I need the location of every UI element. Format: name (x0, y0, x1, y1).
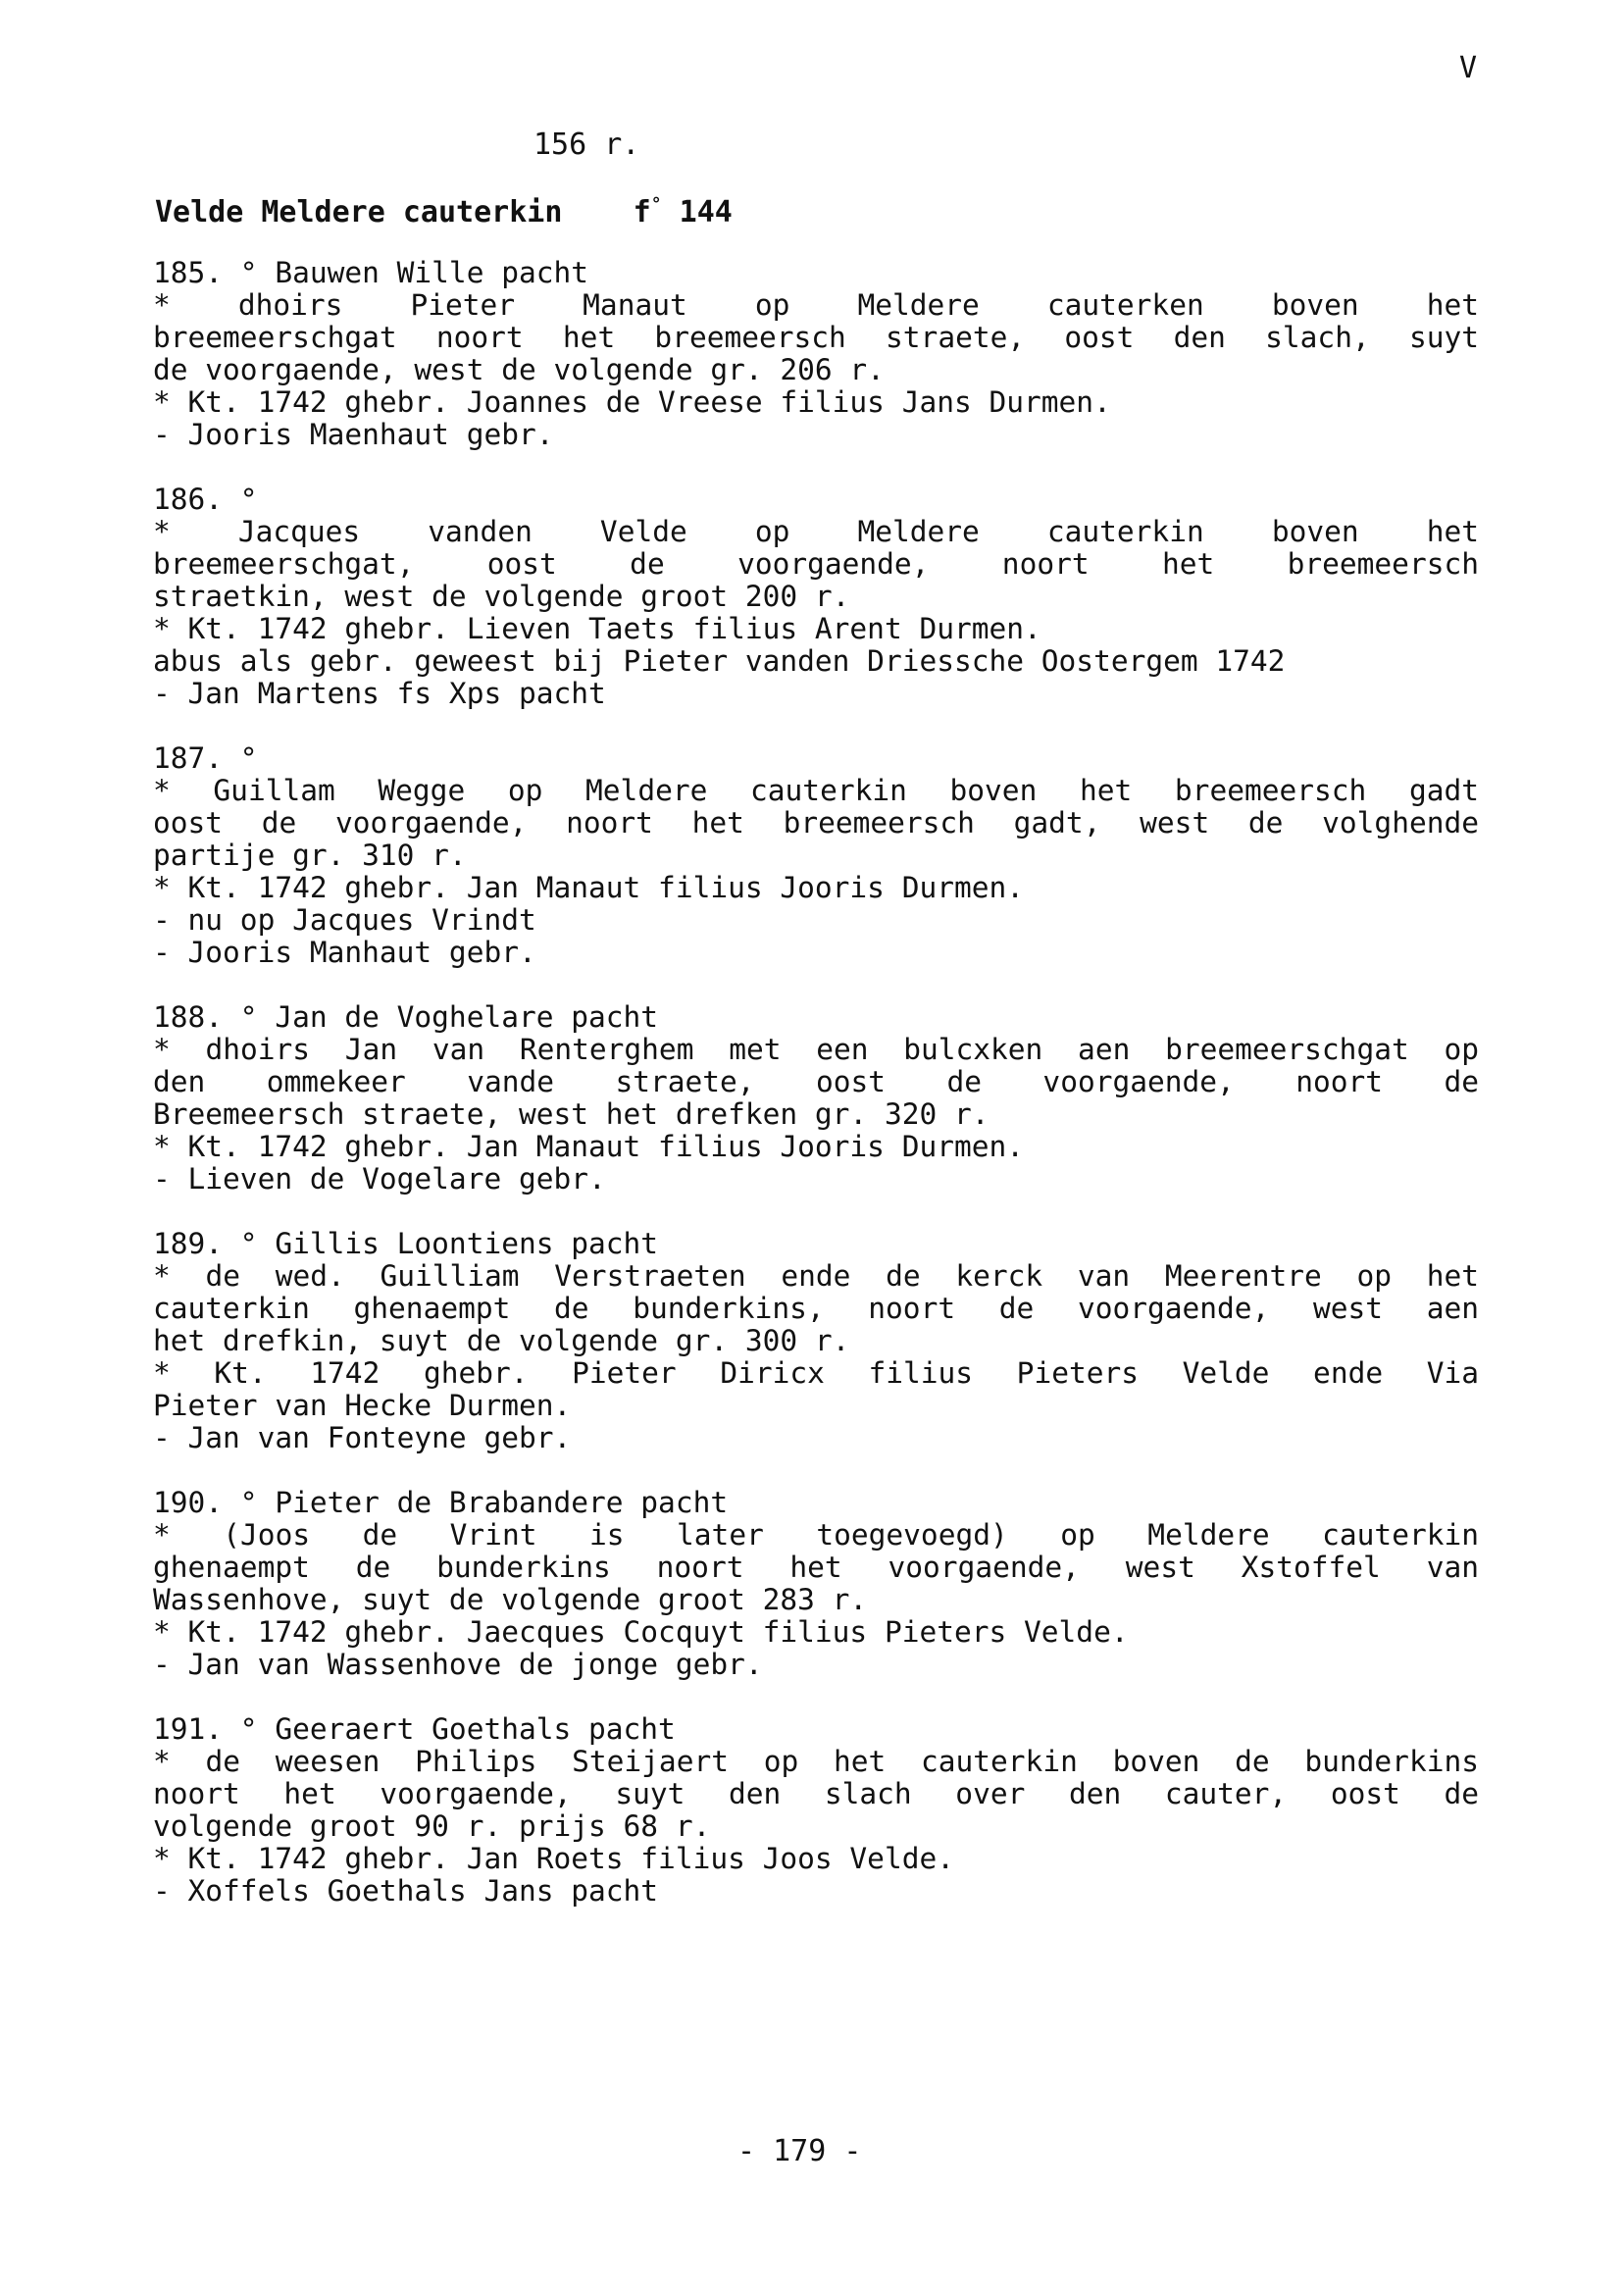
entry-line: 188. ° Jan de Voghelare pacht (153, 1000, 659, 1034)
entry-line: * Kt. 1742 ghebr. Jaecques Cocquyt filius Pieters Velde. (153, 1615, 1129, 1649)
entry-line: 190. ° Pieter de Brabandere pacht (153, 1486, 729, 1519)
entry-line: noort het voorgaende, suyt den slach over den cauter, oost de (153, 1777, 1479, 1810)
entry-line: - nu op Jacques Vrindt (153, 903, 536, 937)
entry-line: * Jacques vanden Velde op Meldere cauterkin boven het (153, 515, 1479, 548)
entry-line: 186. ° (153, 483, 258, 516)
section-heading (155, 194, 733, 229)
page-number: - 179 - (737, 2134, 862, 2168)
heading-folio: 144 (661, 195, 733, 229)
entry-line: * (Joos de Vrint is later toegevoegd) op Meldere cauterkin (153, 1518, 1479, 1552)
entry-line: * Kt. 1742 ghebr. Pieter Diricx filius Pieters Velde ende Via (153, 1356, 1479, 1390)
entry-line: 189. ° Gillis Loontiens pacht (153, 1227, 659, 1260)
entry-line: - Xoffels Goethals Jans pacht (153, 1874, 659, 1908)
entry-line: * de wed. Guilliam Verstraeten ende de kerck van Meerentre op het (153, 1259, 1479, 1293)
entry-line: oost de voorgaende, noort het breemeersch gadt, west de volghende (153, 806, 1479, 840)
entry-line: breemeerschgat, oost de voorgaende, noort het breemeersch (153, 547, 1479, 581)
entry-line: partije gr. 310 r. (153, 839, 467, 872)
entry-line: de voorgaende, west de volgende gr. 206 r. (153, 353, 885, 386)
entry-line: Pieter van Hecke Durmen. (153, 1389, 572, 1422)
entry-line: * de weesen Philips Steijaert op het cauterkin boven de bunderkins (153, 1745, 1479, 1778)
entry (153, 257, 1479, 451)
entry-line: * Kt. 1742 ghebr. Joannes de Vreese filius Jans Durmen. (153, 385, 1111, 419)
entry (153, 1001, 1479, 1196)
entry-line: - Jooris Maenhaut gebr. (153, 418, 554, 451)
entry-line: - Jan Martens fs Xps pacht (153, 677, 606, 710)
entry-line: breemeerschgat noort het breemeersch straete, oost den slach, suyt (153, 321, 1479, 354)
entry-line: volgende groot 90 r. prijs 68 r. (153, 1809, 711, 1843)
entry-line: * Kt. 1742 ghebr. Jan Manaut filius Jooris Durmen. (153, 1130, 1025, 1163)
corner-mark: V (1459, 51, 1478, 85)
entry-line: - Jan van Fonteyne gebr. (153, 1421, 572, 1454)
heading-text: Velde Meldere cauterkin f (155, 195, 651, 229)
entry-line: * Kt. 1742 ghebr. Lieven Taets filius Arent Durmen. (153, 612, 1041, 645)
entry-line: ghenaempt de bunderkins noort het voorgaende, west Xstoffel van (153, 1551, 1479, 1584)
entry-line: 191. ° Geeraert Goethals pacht (153, 1712, 676, 1746)
entry-line: abus als gebr. geweest bij Pieter vanden Driessche Oostergem 1742 (153, 644, 1286, 678)
entry-line: straetkin, west de volgende groot 200 r. (153, 580, 850, 613)
entry-line: Breemeersch straete, west het drefken gr. 320 r. (153, 1097, 990, 1131)
entry (153, 484, 1479, 710)
entry-line: * Kt. 1742 ghebr. Jan Roets filius Joos Velde. (153, 1842, 954, 1875)
entry-line: 185. ° Bauwen Wille pacht (153, 256, 589, 289)
entry (153, 1487, 1479, 1681)
entry (153, 1713, 1479, 1908)
entry-line: - Lieven de Vogelare gebr. (153, 1162, 606, 1196)
entry-line: cauterkin ghenaempt de bunderkins, noort de voorgaende, west aen (153, 1292, 1479, 1325)
entries-list (153, 257, 1479, 1940)
entry-line: het drefkin, suyt de volgende gr. 300 r. (153, 1324, 850, 1357)
entry-line: * Guillam Wegge op Meldere cauterkin boven het breemeersch gadt (153, 774, 1479, 807)
entry-line: den ommekeer vande straete, oost de voorgaende, noort de (153, 1065, 1479, 1098)
entry (153, 742, 1479, 969)
heading-degree: ° (650, 194, 662, 215)
entry-line: * Kt. 1742 ghebr. Jan Manaut filius Jooris Durmen. (153, 871, 1025, 904)
top-reference: 156 r. (533, 127, 640, 162)
entry-line: - Jan van Wassenhove de jonge gebr. (153, 1648, 763, 1681)
entry (153, 1228, 1479, 1454)
entry-line: Wassenhove, suyt de volgende groot 283 r. (153, 1583, 868, 1616)
entry-line: * dhoirs Pieter Manaut op Meldere cauterken boven het (153, 288, 1479, 322)
entry-line: - Jooris Manhaut gebr. (153, 936, 536, 969)
entry-line: 187. ° (153, 741, 258, 775)
entry-line: * dhoirs Jan van Renterghem met een bulcxken aen breemeerschgat op (153, 1033, 1479, 1066)
